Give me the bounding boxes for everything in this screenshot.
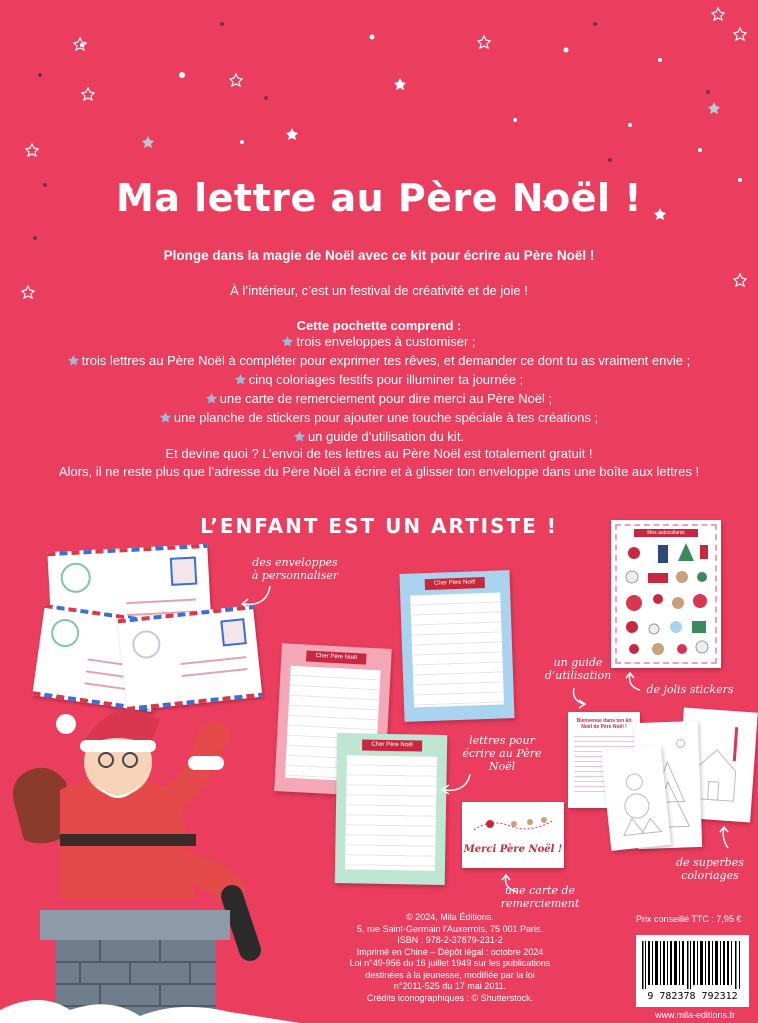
letter-pink: Cher Père Noël (274, 643, 392, 797)
website-link[interactable]: www.mila-editions.fr (654, 1010, 736, 1020)
arrow-icon (714, 826, 738, 852)
star-bullet-icon (294, 431, 305, 442)
santa-icon (0, 700, 300, 1023)
outro-text-1: Et devine quoi ? L’envoi de tes lettres au Père Noël est totalement gratuit ! (165, 446, 593, 461)
outro-text-2: Alors, il ne reste plus que l’adresse du Père Noël à écrire et à glisser ton enveloppe dans une boîte aux lettres ! (58, 464, 700, 479)
postmark-icon (60, 562, 92, 594)
postmark-icon (49, 617, 81, 649)
price-label: Prix conseillé TTC : 7,95 € (636, 914, 742, 924)
list-item: un guide d’utilisation du kit. (10, 427, 748, 446)
caption-letters: lettres pour écrire au Père Noël (462, 734, 542, 773)
star-bullet-icon (235, 374, 246, 385)
barcode-number: 9 782378 792312 (647, 991, 738, 1002)
sticker-sheet: Mes autocollants (611, 520, 721, 668)
list-item: cinq coloriages festifs pour illuminer ta journée ; (10, 370, 748, 389)
list-item: une planche de stickers pour ajouter une touche spéciale à tes créations ; (10, 408, 748, 427)
postmark-icon (131, 629, 162, 660)
subintro-text: À l’intérieur, c’est un festival de créativité et de joie ! (230, 283, 528, 298)
star-bullet-icon (68, 355, 79, 366)
arrow-icon (436, 772, 476, 796)
guide-sheet: Bienvenue dans ton kit Noël de Père Noël ! (568, 712, 640, 808)
caption-stickers: de jolis stickers (646, 683, 734, 696)
caption-guide: un guide d’utilisation (544, 656, 612, 682)
stamp-icon (170, 556, 197, 585)
envelope-right (118, 605, 263, 711)
letter-blue: Cher Père Noël (399, 570, 514, 722)
caption-coloring: de superbes coloriages (676, 856, 744, 882)
caption-card: une carte de remerciement (500, 884, 580, 910)
sleigh-icon (470, 812, 556, 836)
list-item: trois enveloppes à customiser ; (10, 332, 748, 351)
barcode (636, 935, 749, 1007)
star-icon-group (0, 0, 758, 320)
intro-text: Plonge dans la magie de Noël avec ce kit pour écrire au Père Noël ! (163, 248, 595, 263)
legal-text: © 2024, Mila Éditions. 5, rue Saint-Germain l’Auxerrois, 75 001 Paris. ISBN : 978-2-37879-231-2 Imprimé en Chine – Dépôt légal : octobre 2024 Loi n°49-956 du 16 juillet 1949 sur les publications destinées à la jeunesse, modifiée par la loi n°2011-525 du 17 mai 2011. Crédits iconographiques : © Shutterstock. (349, 912, 551, 1003)
list-item: trois lettres au Père Noël à compléter pour exprimer tes rêves, et demander ce dont tu as vraiment envie ; (10, 351, 748, 370)
section-title: L’ENFANT EST UN ARTISTE ! (200, 514, 558, 538)
star-bullet-icon (160, 412, 171, 423)
star-bullet-icon (282, 336, 293, 347)
stamp-icon (220, 618, 247, 646)
snowman-icon (608, 756, 665, 845)
page-title: Ma lettre au Père Noël ! (115, 176, 643, 220)
barcode-icon (642, 941, 743, 989)
letter-green: Cher Père Noël (335, 733, 448, 885)
caption-envelopes: des enveloppes à personnaliser (251, 556, 339, 582)
list-item: une carte de remerciement pour dire merci au Père Noël ; (10, 389, 748, 408)
contents-list (10, 332, 748, 446)
stickers-icon (620, 541, 712, 659)
contents-heading: Cette pochette comprend : (296, 318, 462, 333)
star-bullet-icon (206, 393, 217, 404)
arrow-icon (238, 584, 278, 610)
coloring-page (601, 745, 671, 851)
arrow-icon (624, 672, 646, 694)
thank-you-card: Merci Père Noël ! (462, 802, 564, 868)
arrow-icon (500, 872, 524, 896)
arrow-icon (570, 686, 594, 710)
